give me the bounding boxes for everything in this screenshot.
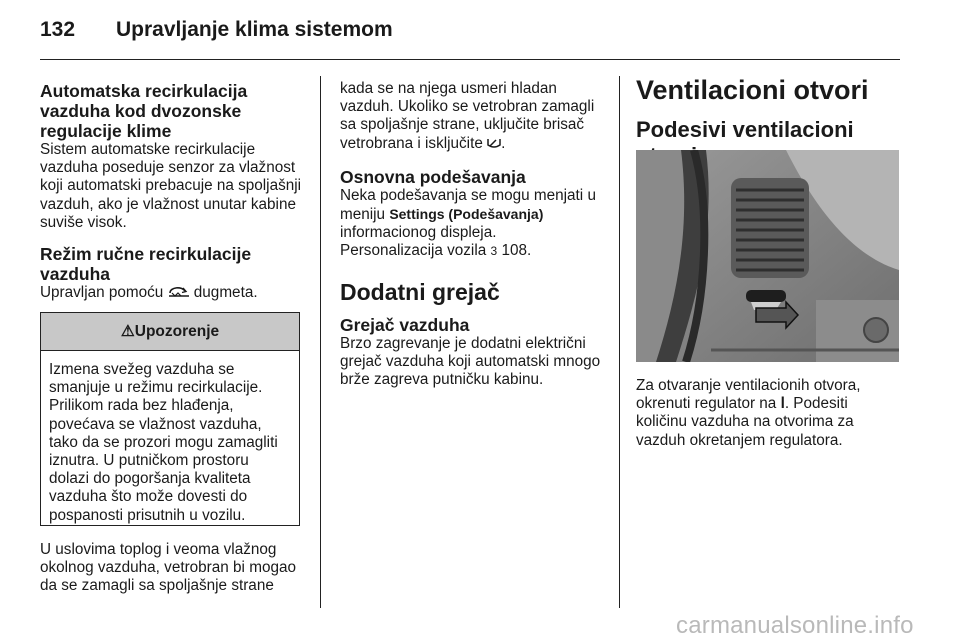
paragraph-air-heater: Brzo zagrevanje je dodatni električni grejač vazduha koji automatski mnogo brže zagreva putničku kabinu. bbox=[340, 334, 601, 389]
paragraph-auto-recirculation: Sistem automatske recirkulacije vazduha poseduje senzor za vlažnost koji automatski prebacuje na spoljašnji vazduh, ako je vlažnost unutar kabine suviše visok. bbox=[40, 141, 302, 231]
basic-text-pre: Neka podešavanja se mogu menjati u meniju bbox=[340, 186, 596, 224]
paragraph-basic-settings bbox=[340, 187, 612, 243]
reference-page: 108. bbox=[501, 242, 532, 260]
settings-menu-label: Settings (Podešavanja) bbox=[389, 206, 544, 223]
heading-air-heater: Grejač vazduha bbox=[340, 314, 470, 335]
cross-reference bbox=[340, 242, 612, 260]
column-divider-1 bbox=[320, 76, 321, 608]
paragraph-wiper bbox=[340, 80, 612, 153]
warning-box bbox=[40, 312, 300, 526]
paragraph-humid-conditions: U uslovima toplog i veoma vlažnog okolnog vazduha, vetrobran bi mogao da se zamagli sa spoljašnje strane bbox=[40, 541, 296, 595]
page-header-title: Upravljanje klima sistemom bbox=[116, 18, 393, 41]
vents-text-pre: Za otvaranje ventilacionih otvora, okrenuti regulator na bbox=[636, 377, 861, 413]
basic-text-post: informacionog displeja. bbox=[340, 224, 497, 242]
page-number: 132 bbox=[40, 18, 76, 41]
warning-triangle-icon: ⚠ bbox=[120, 323, 135, 340]
manual-text-post: dugmeta. bbox=[193, 284, 258, 302]
warning-text: Izmena svežeg vazduha se smanjuje u režimu recirkulacije. Prilikom rada bez hlađenja, povećava se vlažnost vazduha, tako da se prozori mogu zamagliti iznutra. U putničkom prostoru dolazi do pogoršanja kvaliteta vazduha što može dovesti do pospanosti prisutnih u vozilu. bbox=[49, 361, 278, 524]
heading-auto-recirculation: Automatska recirkulacija vazduha kod dvozonske regulacije klime bbox=[40, 81, 248, 141]
column-2 bbox=[340, 80, 612, 389]
watermark: carmanualsonline.info bbox=[676, 612, 914, 639]
heading-adjustable-vents: Podesivi ventilacioni bbox=[636, 117, 854, 142]
warning-header bbox=[41, 313, 299, 351]
paragraph-vent-instructions bbox=[636, 377, 901, 450]
heading-vents: Ventilacioni otvori bbox=[636, 75, 869, 105]
reference-text: Personalizacija vozila bbox=[340, 242, 487, 260]
reference-arrow-icon: 3 bbox=[490, 244, 498, 259]
column-divider-2 bbox=[619, 76, 620, 608]
warning-title: Upozorenje bbox=[134, 323, 220, 340]
vents-text-post: . Podesiti količinu vazduha na otvorima za vazduh okretanjem regulatora. bbox=[636, 395, 854, 449]
heading-basic-settings: Osnovna podešavanja bbox=[340, 166, 526, 187]
paragraph-manual-recirculation bbox=[40, 284, 312, 302]
heading-auxiliary-heater: Dodatni grejač bbox=[340, 278, 500, 305]
wiper-text: kada se na njega usmeri hladan vazduh. Ukoliko se vetrobran zamagli sa spoljašnje strane, uključite brisač vetrobrana i isključite bbox=[340, 80, 595, 152]
air-vent-photo bbox=[636, 150, 899, 362]
column-1 bbox=[40, 81, 312, 302]
wiper-icon bbox=[487, 137, 501, 149]
manual-text-pre: Upravljan pomoću bbox=[40, 284, 164, 302]
recirculation-icon bbox=[168, 286, 190, 298]
open-symbol: l bbox=[780, 395, 785, 413]
heading-manual-recirculation: Režim ručne recirkulacije vazduha bbox=[40, 244, 252, 285]
header-rule bbox=[40, 59, 900, 60]
wiper-text-end: . bbox=[501, 134, 506, 152]
